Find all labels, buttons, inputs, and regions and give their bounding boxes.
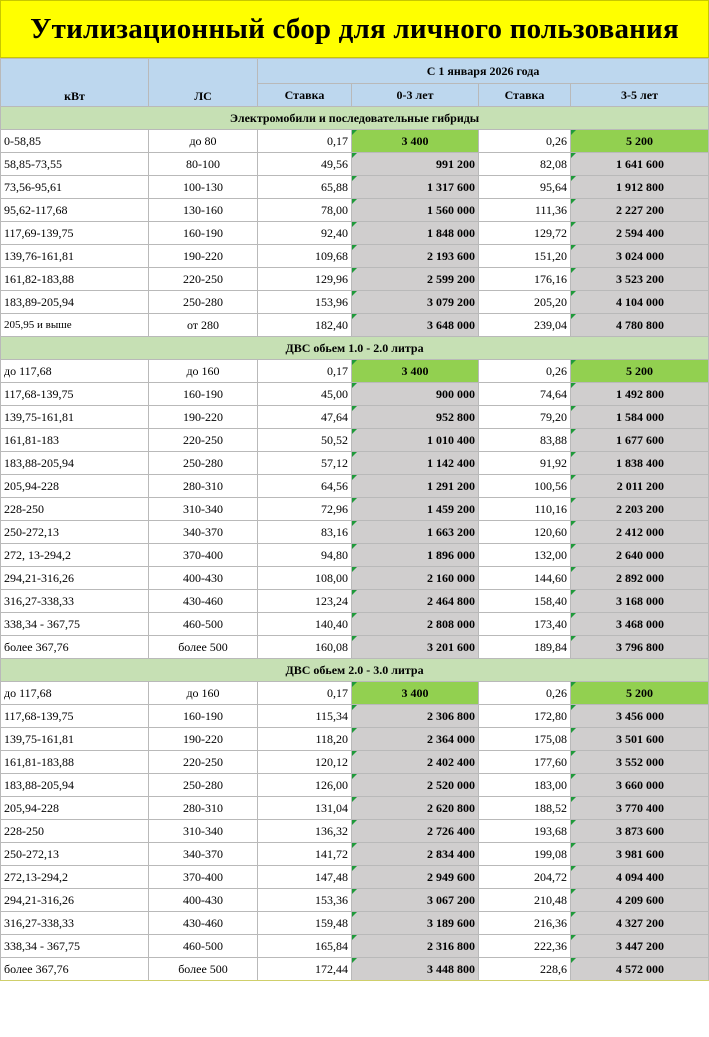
power-hp-cell: 280-310: [149, 475, 258, 498]
power-kw-cell: 338,34 - 367,75: [1, 935, 149, 958]
fee-0-3-cell: 2 834 400: [352, 843, 479, 866]
power-hp-cell: 160-190: [149, 383, 258, 406]
fee-3-5-cell: 4 104 000: [571, 291, 709, 314]
fee-3-5-cell: 3 468 000: [571, 613, 709, 636]
rate-cell: 183,00: [479, 774, 571, 797]
rate-cell: 193,68: [479, 820, 571, 843]
power-kw-cell: 161,81-183,88: [1, 751, 149, 774]
fee-3-5-cell: 3 456 000: [571, 705, 709, 728]
rate-cell: 78,00: [258, 199, 352, 222]
section-row: [1, 107, 709, 130]
rate-cell: 120,12: [258, 751, 352, 774]
fee-3-5-cell: 2 203 200: [571, 498, 709, 521]
power-hp-cell: 220-250: [149, 429, 258, 452]
table-row: [1, 383, 709, 406]
rate-cell: 118,20: [258, 728, 352, 751]
fee-0-3-cell: 900 000: [352, 383, 479, 406]
fee-0-3-cell: 952 800: [352, 406, 479, 429]
rate-cell: 216,36: [479, 912, 571, 935]
table-row: [1, 498, 709, 521]
power-hp-cell: 190-220: [149, 728, 258, 751]
power-hp-cell: 430-460: [149, 590, 258, 613]
fee-3-5-cell: 1 838 400: [571, 452, 709, 475]
power-hp-cell: до 160: [149, 360, 258, 383]
table-row: [1, 130, 709, 153]
table-row: [1, 199, 709, 222]
header-row: [1, 59, 709, 84]
rate-cell: 182,40: [258, 314, 352, 337]
fee-3-5-cell: 2 412 000: [571, 521, 709, 544]
table-row: [1, 452, 709, 475]
fee-3-5-cell: 3 168 000: [571, 590, 709, 613]
table-row: [1, 705, 709, 728]
rate-cell: 0,17: [258, 130, 352, 153]
power-hp-cell: 250-280: [149, 774, 258, 797]
rate-cell: 49,56: [258, 153, 352, 176]
rate-cell: 205,20: [479, 291, 571, 314]
table-row: [1, 222, 709, 245]
fee-0-3-cell: 3 189 600: [352, 912, 479, 935]
rate-cell: 175,08: [479, 728, 571, 751]
rate-cell: 0,26: [479, 360, 571, 383]
fee-0-3-cell: 3 400: [352, 682, 479, 705]
power-hp-cell: 310-340: [149, 820, 258, 843]
power-hp-cell: 160-190: [149, 222, 258, 245]
power-kw-cell: 205,95 и выше: [1, 314, 149, 337]
rate-cell: 129,72: [479, 222, 571, 245]
fee-3-5-cell: 3 660 000: [571, 774, 709, 797]
table-row: [1, 820, 709, 843]
table-row: [1, 291, 709, 314]
power-kw-cell: 316,27-338,33: [1, 912, 149, 935]
power-hp-cell: более 500: [149, 636, 258, 659]
rate-cell: 45,00: [258, 383, 352, 406]
power-kw-cell: 250-272,13: [1, 843, 149, 866]
power-kw-cell: 0-58,85: [1, 130, 149, 153]
fee-0-3-cell: 3 400: [352, 360, 479, 383]
rate-cell: 136,32: [258, 820, 352, 843]
header-age-3-5: 3-5 лет: [571, 84, 709, 107]
fee-0-3-cell: 1 459 200: [352, 498, 479, 521]
power-hp-cell: 370-400: [149, 866, 258, 889]
fee-0-3-cell: 2 726 400: [352, 820, 479, 843]
rate-cell: 74,64: [479, 383, 571, 406]
rate-cell: 160,08: [258, 636, 352, 659]
fee-3-5-cell: 3 552 000: [571, 751, 709, 774]
power-kw-cell: 73,56-95,61: [1, 176, 149, 199]
fee-0-3-cell: 2 160 000: [352, 567, 479, 590]
rate-cell: 165,84: [258, 935, 352, 958]
table-row: [1, 636, 709, 659]
fee-3-5-cell: 4 780 800: [571, 314, 709, 337]
table-row: [1, 613, 709, 636]
power-hp-cell: 190-220: [149, 245, 258, 268]
power-kw-cell: 294,21-316,26: [1, 889, 149, 912]
rate-cell: 172,44: [258, 958, 352, 981]
rate-cell: 83,16: [258, 521, 352, 544]
table-row: [1, 866, 709, 889]
fee-0-3-cell: 1 317 600: [352, 176, 479, 199]
power-hp-cell: 340-370: [149, 521, 258, 544]
power-kw-cell: 272,13-294,2: [1, 866, 149, 889]
power-kw-cell: 183,88-205,94: [1, 774, 149, 797]
rate-cell: 199,08: [479, 843, 571, 866]
table-row: [1, 268, 709, 291]
rate-cell: 144,60: [479, 567, 571, 590]
section-title: Электромобили и последовательные гибриды: [1, 107, 709, 130]
fee-3-5-cell: 2 640 000: [571, 544, 709, 567]
fee-0-3-cell: 2 402 400: [352, 751, 479, 774]
rate-cell: 79,20: [479, 406, 571, 429]
fee-0-3-cell: 3 079 200: [352, 291, 479, 314]
rate-cell: 115,34: [258, 705, 352, 728]
power-kw-cell: более 367,76: [1, 958, 149, 981]
rate-cell: 172,80: [479, 705, 571, 728]
fee-table-body: [1, 59, 709, 981]
section-title: ДВС обьем 1.0 - 2.0 литра: [1, 337, 709, 360]
fee-0-3-cell: 3 448 800: [352, 958, 479, 981]
fee-0-3-cell: 2 620 800: [352, 797, 479, 820]
power-hp-cell: 310-340: [149, 498, 258, 521]
power-kw-cell: 139,76-161,81: [1, 245, 149, 268]
fee-3-5-cell: 3 770 400: [571, 797, 709, 820]
power-kw-cell: 228-250: [1, 498, 149, 521]
power-hp-cell: 460-500: [149, 613, 258, 636]
fee-3-5-cell: 3 796 800: [571, 636, 709, 659]
fee-0-3-cell: 1 291 200: [352, 475, 479, 498]
power-hp-cell: 250-280: [149, 452, 258, 475]
fee-3-5-cell: 2 011 200: [571, 475, 709, 498]
rate-cell: 153,36: [258, 889, 352, 912]
fee-0-3-cell: 2 306 800: [352, 705, 479, 728]
fee-0-3-cell: 2 316 800: [352, 935, 479, 958]
fee-3-5-cell: 3 981 600: [571, 843, 709, 866]
table-row: [1, 521, 709, 544]
power-kw-cell: 205,94-228: [1, 475, 149, 498]
rate-cell: 108,00: [258, 567, 352, 590]
fee-0-3-cell: 1 896 000: [352, 544, 479, 567]
fee-0-3-cell: 991 200: [352, 153, 479, 176]
power-hp-cell: 430-460: [149, 912, 258, 935]
power-kw-cell: 161,82-183,88: [1, 268, 149, 291]
fee-3-5-cell: 2 227 200: [571, 199, 709, 222]
header-rate-2: Ставка: [479, 84, 571, 107]
rate-cell: 159,48: [258, 912, 352, 935]
rate-cell: 189,84: [479, 636, 571, 659]
rate-cell: 228,6: [479, 958, 571, 981]
table-row: [1, 153, 709, 176]
table-row: [1, 751, 709, 774]
power-hp-cell: 400-430: [149, 889, 258, 912]
power-hp-cell: более 500: [149, 958, 258, 981]
power-hp-cell: 100-130: [149, 176, 258, 199]
rate-cell: 129,96: [258, 268, 352, 291]
header-hp: ЛС: [149, 59, 258, 107]
rate-cell: 92,40: [258, 222, 352, 245]
power-hp-cell: 280-310: [149, 797, 258, 820]
rate-cell: 111,36: [479, 199, 571, 222]
power-kw-cell: 183,88-205,94: [1, 452, 149, 475]
fee-0-3-cell: 2 364 000: [352, 728, 479, 751]
table-row: [1, 797, 709, 820]
table-row: [1, 429, 709, 452]
fee-3-5-cell: 5 200: [571, 360, 709, 383]
power-hp-cell: 460-500: [149, 935, 258, 958]
power-hp-cell: от 280: [149, 314, 258, 337]
fee-0-3-cell: 2 520 000: [352, 774, 479, 797]
rate-cell: 147,48: [258, 866, 352, 889]
rate-cell: 109,68: [258, 245, 352, 268]
fee-3-5-cell: 1 677 600: [571, 429, 709, 452]
fee-0-3-cell: 3 400: [352, 130, 479, 153]
rate-cell: 123,24: [258, 590, 352, 613]
power-hp-cell: до 160: [149, 682, 258, 705]
table-row: [1, 360, 709, 383]
power-kw-cell: 58,85-73,55: [1, 153, 149, 176]
rate-cell: 151,20: [479, 245, 571, 268]
fee-0-3-cell: 1 848 000: [352, 222, 479, 245]
fee-0-3-cell: 1 010 400: [352, 429, 479, 452]
fee-3-5-cell: 1 492 800: [571, 383, 709, 406]
rate-cell: 173,40: [479, 613, 571, 636]
rate-cell: 222,36: [479, 935, 571, 958]
table-row: [1, 889, 709, 912]
power-hp-cell: 220-250: [149, 751, 258, 774]
power-hp-cell: 370-400: [149, 544, 258, 567]
power-hp-cell: 340-370: [149, 843, 258, 866]
rate-cell: 210,48: [479, 889, 571, 912]
rate-cell: 94,80: [258, 544, 352, 567]
power-hp-cell: 400-430: [149, 567, 258, 590]
table-row: [1, 958, 709, 981]
rate-cell: 95,64: [479, 176, 571, 199]
rate-cell: 188,52: [479, 797, 571, 820]
table-row: [1, 567, 709, 590]
header-kw: кВт: [1, 59, 149, 107]
power-kw-cell: 205,94-228: [1, 797, 149, 820]
table-row: [1, 314, 709, 337]
fee-3-5-cell: 2 594 400: [571, 222, 709, 245]
power-hp-cell: до 80: [149, 130, 258, 153]
table-row: [1, 245, 709, 268]
fee-3-5-cell: 1 584 000: [571, 406, 709, 429]
fee-3-5-cell: 4 572 000: [571, 958, 709, 981]
power-kw-cell: 161,81-183: [1, 429, 149, 452]
rate-cell: 0,17: [258, 360, 352, 383]
power-kw-cell: 272, 13-294,2: [1, 544, 149, 567]
rate-cell: 132,00: [479, 544, 571, 567]
rate-cell: 65,88: [258, 176, 352, 199]
rate-cell: 0,17: [258, 682, 352, 705]
rate-cell: 47,64: [258, 406, 352, 429]
rate-cell: 0,26: [479, 130, 571, 153]
fee-3-5-cell: 3 024 000: [571, 245, 709, 268]
power-hp-cell: 250-280: [149, 291, 258, 314]
power-kw-cell: до 117,68: [1, 360, 149, 383]
power-kw-cell: 117,68-139,75: [1, 705, 149, 728]
fee-0-3-cell: 1 142 400: [352, 452, 479, 475]
section-title: ДВС обьем 2.0 - 3.0 литра: [1, 659, 709, 682]
power-kw-cell: 250-272,13: [1, 521, 149, 544]
fee-0-3-cell: 2 808 000: [352, 613, 479, 636]
rate-cell: 126,00: [258, 774, 352, 797]
fee-3-5-cell: 3 501 600: [571, 728, 709, 751]
table-row: [1, 176, 709, 199]
rate-cell: 158,40: [479, 590, 571, 613]
power-hp-cell: 80-100: [149, 153, 258, 176]
rate-cell: 0,26: [479, 682, 571, 705]
power-kw-cell: 294,21-316,26: [1, 567, 149, 590]
fee-3-5-cell: 3 447 200: [571, 935, 709, 958]
rate-cell: 91,92: [479, 452, 571, 475]
power-hp-cell: 220-250: [149, 268, 258, 291]
fee-3-5-cell: 3 523 200: [571, 268, 709, 291]
rate-cell: 120,60: [479, 521, 571, 544]
fee-0-3-cell: 3 648 000: [352, 314, 479, 337]
rate-cell: 140,40: [258, 613, 352, 636]
fee-3-5-cell: 1 641 600: [571, 153, 709, 176]
fee-3-5-cell: 5 200: [571, 682, 709, 705]
rate-cell: 72,96: [258, 498, 352, 521]
table-row: [1, 912, 709, 935]
fee-3-5-cell: 4 327 200: [571, 912, 709, 935]
fee-0-3-cell: 3 201 600: [352, 636, 479, 659]
fee-0-3-cell: 2 599 200: [352, 268, 479, 291]
power-hp-cell: 160-190: [149, 705, 258, 728]
power-kw-cell: 183,89-205,94: [1, 291, 149, 314]
rate-cell: 110,16: [479, 498, 571, 521]
power-kw-cell: 338,34 - 367,75: [1, 613, 149, 636]
rate-cell: 176,16: [479, 268, 571, 291]
power-kw-cell: 117,69-139,75: [1, 222, 149, 245]
table-row: [1, 590, 709, 613]
table-row: [1, 843, 709, 866]
table-row: [1, 406, 709, 429]
table-row: [1, 682, 709, 705]
rate-cell: 141,72: [258, 843, 352, 866]
section-row: [1, 659, 709, 682]
table-row: [1, 774, 709, 797]
fee-3-5-cell: 2 892 000: [571, 567, 709, 590]
fee-0-3-cell: 3 067 200: [352, 889, 479, 912]
header-rate-1: Ставка: [258, 84, 352, 107]
page-title: Утилизационный сбор для личного пользования: [0, 0, 709, 58]
table-row: [1, 544, 709, 567]
rate-cell: 57,12: [258, 452, 352, 475]
header-age-0-3: 0-3 лет: [352, 84, 479, 107]
power-hp-cell: 190-220: [149, 406, 258, 429]
power-hp-cell: 130-160: [149, 199, 258, 222]
fee-3-5-cell: 4 094 400: [571, 866, 709, 889]
rate-cell: 64,56: [258, 475, 352, 498]
rate-cell: 204,72: [479, 866, 571, 889]
power-kw-cell: до 117,68: [1, 682, 149, 705]
fee-3-5-cell: 4 209 600: [571, 889, 709, 912]
power-kw-cell: более 367,76: [1, 636, 149, 659]
power-kw-cell: 316,27-338,33: [1, 590, 149, 613]
table-row: [1, 935, 709, 958]
fee-table: [0, 58, 709, 981]
power-kw-cell: 139,75-161,81: [1, 728, 149, 751]
rate-cell: 83,88: [479, 429, 571, 452]
header-date: С 1 января 2026 года: [258, 59, 709, 84]
fee-3-5-cell: 3 873 600: [571, 820, 709, 843]
rate-cell: 177,60: [479, 751, 571, 774]
table-row: [1, 475, 709, 498]
fee-0-3-cell: 2 193 600: [352, 245, 479, 268]
rate-cell: 131,04: [258, 797, 352, 820]
power-kw-cell: 139,75-161,81: [1, 406, 149, 429]
rate-cell: 100,56: [479, 475, 571, 498]
fee-0-3-cell: 1 663 200: [352, 521, 479, 544]
fee-0-3-cell: 2 949 600: [352, 866, 479, 889]
power-kw-cell: 228-250: [1, 820, 149, 843]
power-kw-cell: 117,68-139,75: [1, 383, 149, 406]
section-row: [1, 337, 709, 360]
rate-cell: 50,52: [258, 429, 352, 452]
fee-3-5-cell: 1 912 800: [571, 176, 709, 199]
rate-cell: 153,96: [258, 291, 352, 314]
power-kw-cell: 95,62-117,68: [1, 199, 149, 222]
fee-0-3-cell: 1 560 000: [352, 199, 479, 222]
rate-cell: 82,08: [479, 153, 571, 176]
table-row: [1, 728, 709, 751]
fee-3-5-cell: 5 200: [571, 130, 709, 153]
rate-cell: 239,04: [479, 314, 571, 337]
fee-0-3-cell: 2 464 800: [352, 590, 479, 613]
